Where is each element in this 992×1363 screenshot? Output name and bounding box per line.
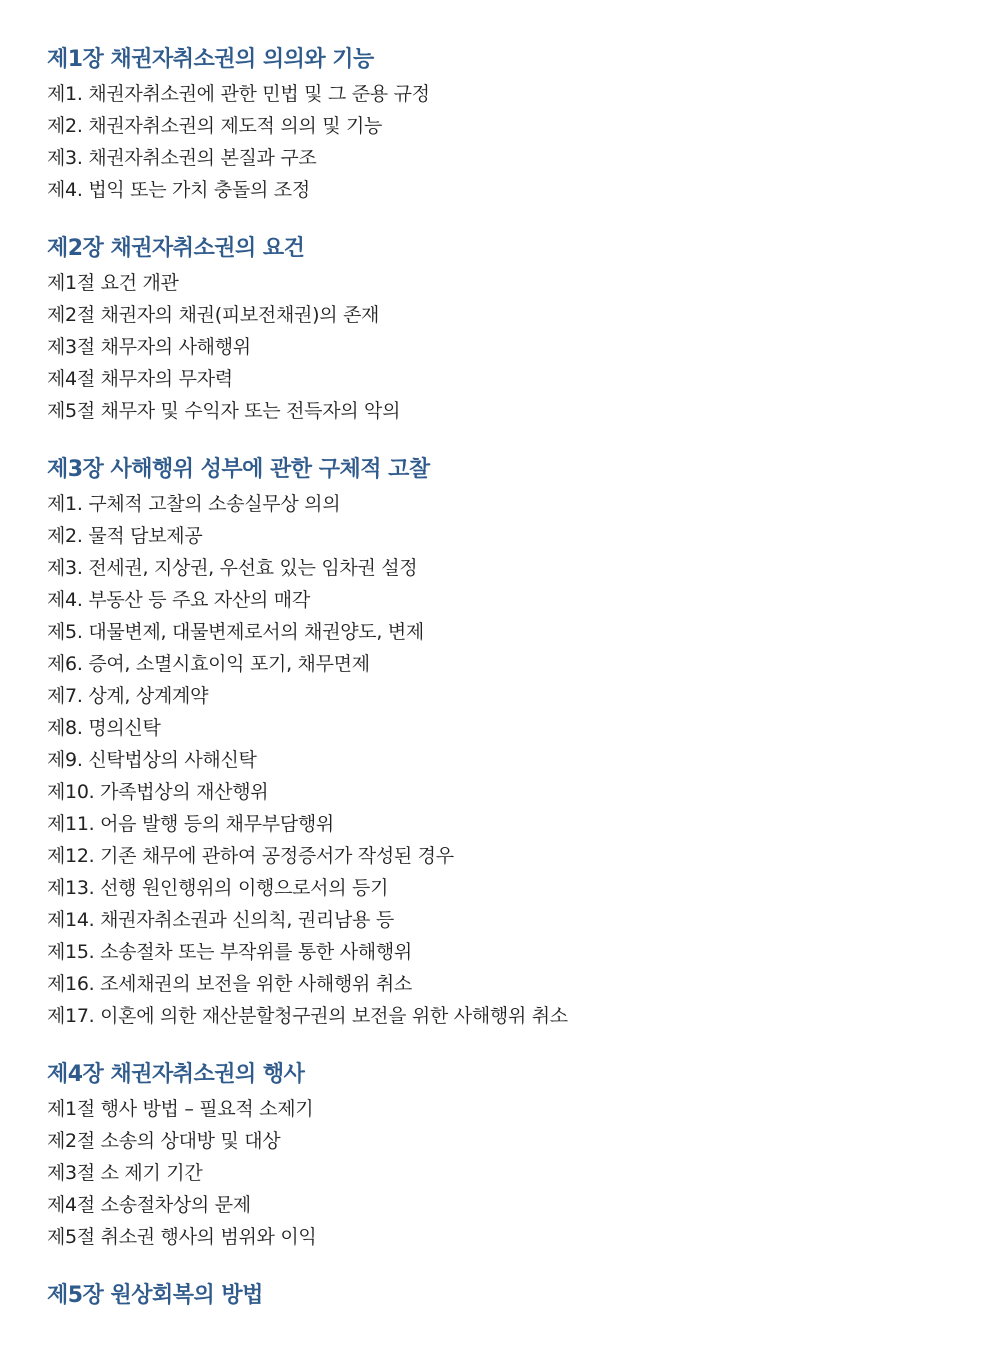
toc-item: 제1. 구체적 고찰의 소송실무상 의의 bbox=[47, 493, 341, 515]
toc-item: 제5. 대물변제, 대물변제로서의 채권양도, 변제 bbox=[47, 621, 424, 643]
toc-item: 제9. 신탁법상의 사해신탁 bbox=[47, 749, 257, 771]
toc-item: 제4절 소송절차상의 문제 bbox=[47, 1194, 251, 1216]
toc-item: 제5절 취소권 행사의 범위와 이익 bbox=[47, 1226, 317, 1248]
toc-item: 제5절 채무자 및 수익자 또는 전득자의 악의 bbox=[47, 400, 401, 422]
toc-item: 제17. 이혼에 의한 재산분할청구권의 보전을 위한 사해행위 취소 bbox=[47, 1005, 568, 1027]
chapter-title: 제1장 채권자취소권의 의의와 기능 bbox=[47, 47, 374, 72]
toc-item: 제11. 어음 발행 등의 채무부담행위 bbox=[47, 813, 334, 835]
toc-item: 제1절 행사 방법 – 필요적 소제기 bbox=[47, 1098, 314, 1120]
toc-item: 제3. 전세권, 지상권, 우선효 있는 임차권 설정 bbox=[47, 557, 418, 579]
chapter-2 bbox=[47, 231, 967, 427]
toc-item: 제3절 채무자의 사해행위 bbox=[47, 336, 251, 358]
toc-item: 제7. 상계, 상계계약 bbox=[47, 685, 209, 707]
chapter-items bbox=[47, 1093, 967, 1253]
toc-item: 제1. 채권자취소권에 관한 민법 및 그 준용 규정 bbox=[47, 83, 430, 105]
chapter-1 bbox=[47, 42, 967, 206]
toc-item: 제3. 채권자취소권의 본질과 구조 bbox=[47, 147, 317, 169]
toc-item: 제12. 기존 채무에 관하여 공정증서가 작성된 경우 bbox=[47, 845, 454, 867]
toc-item: 제4절 채무자의 무자력 bbox=[47, 368, 233, 390]
toc-item: 제2절 소송의 상대방 및 대상 bbox=[47, 1130, 281, 1152]
toc-item: 제2. 채권자취소권의 제도적 의의 및 기능 bbox=[47, 115, 383, 137]
chapter-title: 제3장 사해행위 성부에 관한 구체적 고찰 bbox=[47, 457, 430, 482]
toc-item: 제8. 명의신탁 bbox=[47, 717, 161, 739]
toc-item: 제3절 소 제기 기간 bbox=[47, 1162, 203, 1184]
toc-item: 제4. 부동산 등 주요 자산의 매각 bbox=[47, 589, 310, 611]
chapter-title: 제5장 원상회복의 방법 bbox=[47, 1283, 263, 1308]
toc-item: 제4. 법익 또는 가치 충돌의 조정 bbox=[47, 179, 310, 201]
toc-item: 제14. 채권자취소권과 신의칙, 권리남용 등 bbox=[47, 909, 394, 931]
toc-item: 제15. 소송절차 또는 부작위를 통한 사해행위 bbox=[47, 941, 412, 963]
toc-item: 제6. 증여, 소멸시효이익 포기, 채무면제 bbox=[47, 653, 370, 675]
toc-item: 제16. 조세채권의 보전을 위한 사해행위 취소 bbox=[47, 973, 412, 995]
toc-item: 제13. 선행 원인행위의 이행으로서의 등기 bbox=[47, 877, 389, 899]
chapter-items bbox=[47, 488, 967, 1032]
toc-item: 제10. 가족법상의 재산행위 bbox=[47, 781, 269, 803]
chapter-items bbox=[47, 267, 967, 427]
toc-item: 제2. 물적 담보제공 bbox=[47, 525, 203, 547]
table-of-contents bbox=[47, 42, 967, 1314]
chapter-3 bbox=[47, 452, 967, 1032]
chapter-5 bbox=[47, 1278, 967, 1314]
chapter-title: 제4장 채권자취소권의 행사 bbox=[47, 1062, 305, 1087]
toc-item: 제2절 채권자의 채권(피보전채권)의 존재 bbox=[47, 304, 380, 326]
chapter-items bbox=[47, 78, 967, 206]
chapter-title: 제2장 채권자취소권의 요건 bbox=[47, 236, 305, 261]
toc-item: 제1절 요건 개관 bbox=[47, 272, 179, 294]
chapter-4 bbox=[47, 1057, 967, 1253]
